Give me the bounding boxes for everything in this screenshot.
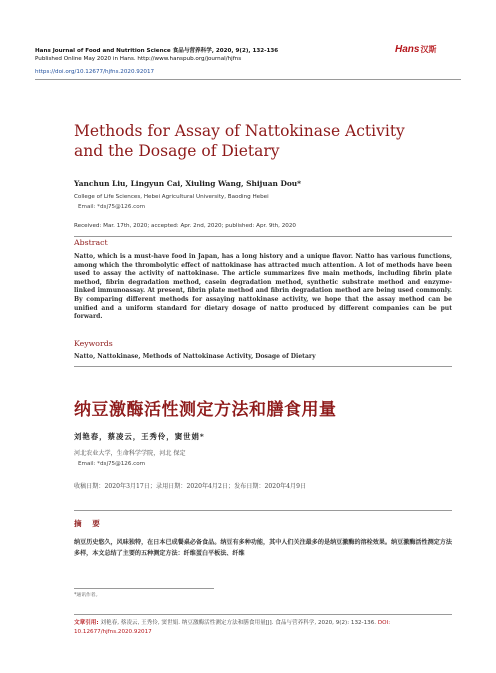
journal-line: Hans Journal of Food and Nutrition Science 食品与营养科学, 2020, 9(2), 132-136 [35, 48, 279, 54]
english-title: Methods for Assay of Nattokinase Activity and the Dosage of Dietary [74, 122, 405, 160]
citation-rule [74, 614, 452, 615]
english-email: Email: *dsj75@126.com [78, 204, 146, 210]
abstract-top-rule [74, 236, 452, 237]
english-dates: Received: Mar. 17th, 2020; accepted: Apr. 2nd, 2020; published: Apr. 9th, 2020 [74, 223, 296, 229]
english-abstract: Natto, which is a must-have food in Japan, has a long history and a unique flavor. Natto has various functions, among which the thrombolytic effect of nattokinase has attracted much attention. A lot of methods have been used to assay the activity of nattokinase. The article summarizes five main methods, including fibrin plate method, fibrin degradation method, casein degradation method, synthetic substrate method and enzyme-linked immunoassay. At present, fibrin plate method and fibrin degradation method are being used commonly. By comparing different methods for assaying nattokinase activity, we hope that the assay method can be unified and a uniform standard for dietary dosage of natto produced by different companies can be put forward. [74, 253, 452, 321]
logo-cn-text: 汉斯 [420, 45, 437, 54]
chinese-dates: 收稿日期：2020年3月17日；录用日期：2020年4月2日；发布日期：2020年4月9日 [74, 483, 307, 490]
journal-header [35, 47, 278, 63]
chinese-abstract-heading: 摘 要 [74, 519, 104, 528]
english-authors: Yanchun Liu, Lingyun Cai, Xiuling Wang, Shijuan Dou* [74, 179, 302, 188]
footnote-rule [74, 588, 214, 589]
chinese-affiliation: 河北农业大学，生命科学学院，河北 保定 [74, 450, 186, 457]
publisher-logo [395, 44, 436, 55]
keywords-heading: Keywords [74, 339, 113, 348]
doi-link[interactable]: https://doi.org/10.12677/hjfns.2020.92017 [35, 69, 155, 75]
chinese-authors: 刘艳春，蔡凌云，王秀伶，窦世娟* [74, 432, 205, 441]
citation [74, 619, 452, 637]
logo-text: Hans [395, 44, 420, 55]
header-rule [35, 79, 461, 80]
chinese-title: 纳豆激酶活性测定方法和膳食用量 [74, 400, 337, 420]
chinese-abstract: 纳豆历史悠久，风味独特，在日本已成餐桌必备食品。纳豆有多种功能，其中人们关注最多的是纳豆激酶的溶栓效果。纳豆激酶活性测定方法多样，本文总结了主要的五种测定方法：纤维蛋白平板法、纤维 [74, 539, 452, 557]
cn-abstract-top-rule [74, 510, 452, 511]
english-affiliation: College of Life Sciences, Hebei Agricultural University, Baoding Hebei [74, 194, 269, 200]
chinese-email: Email: *dsj75@126.com [78, 461, 146, 467]
citation-text: 刘艳春, 蔡凌云, 王秀伶, 窦世娟. 纳豆激酶活性测定方法和膳食用量[J]. 食品与营养科学, 2020, 9(2): 132-136. [100, 620, 377, 626]
citation-label: 文章引用: [74, 620, 99, 626]
english-keywords: Natto, Nattokinase, Methods of Nattokinase Activity, Dosage of Dietary [74, 353, 316, 360]
published-line: Published Online May 2020 in Hans. http://www.hanspub.org/journal/hjfns [35, 56, 242, 62]
abstract-heading: Abstract [74, 238, 108, 247]
keywords-bottom-rule [74, 366, 452, 367]
citation-doi[interactable]: DOI: 10.12677/hjfns.2020.92017 [74, 620, 391, 635]
footnote: *通讯作者。 [74, 593, 101, 598]
